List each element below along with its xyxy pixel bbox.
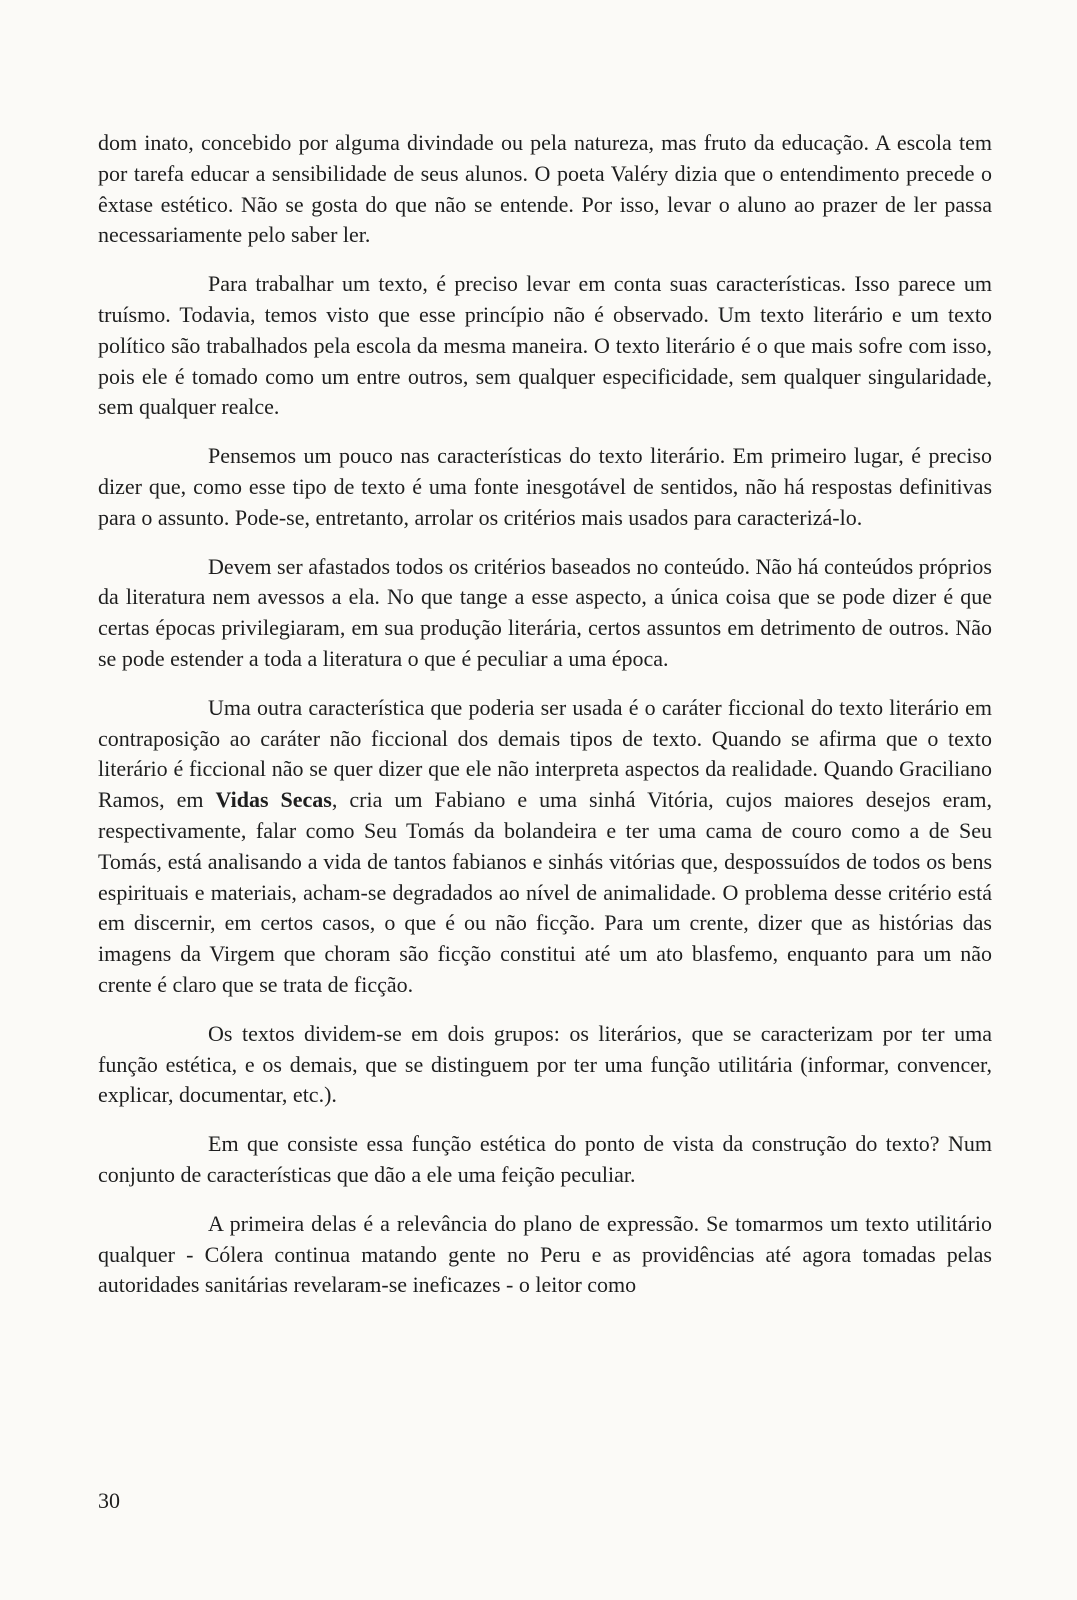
- paragraph-8: A primeira delas é a relevância do plano de expressão. Se tomarmos um texto utilitário qualquer - Cólera continua matando gente no Peru e as providências até agora tomadas pelas autoridades sanitárias revelaram-se ineficazes - o leitor como: [98, 1210, 992, 1298]
- paragraph-7: Em que consiste essa função estética do ponto de vista da construção do texto? Num conjunto de características que dão a ele uma feição peculiar.: [98, 1131, 992, 1187]
- paragraph-2: Para trabalhar um texto, é preciso levar em conta suas características. Isso parece um truísmo. Todavia, temos visto que esse princípio não é observado. Um texto literário e um texto político são trabalhados pela escola da mesma maneira. O texto literário é o que mais sofre com isso, pois ele é tomado como um entre outros, sem qualquer especificidade, sem qualquer singularidade, sem qualquer realce.: [98, 271, 992, 420]
- paragraph-1: dom inato, concebido por alguma divindade ou pela natureza, mas fruto da educação. A escola tem por tarefa educar a sensibilidade de seus alunos. O poeta Valéry dizia que o entendimento precede o êxtase estético. Não se gosta do que não se entende. Por isso, levar o aluno ao prazer de ler passa necessariamente pelo saber ler.: [98, 130, 992, 248]
- paragraph-6: Os textos dividem-se em dois grupos: os literários, que se caracterizam por ter uma função estética, e os demais, que se distinguem por ter uma função utilitária (informar, convencer, explicar, documentar, etc.).: [98, 1020, 992, 1108]
- paragraph-3: Pensemos um pouco nas características do texto literário. Em primeiro lugar, é preciso dizer que, como esse tipo de texto é uma fonte inesgotável de sentidos, não há respostas definitivas para o assunto. Pode-se, entretanto, arrolar os critérios mais usados para caracterizá-lo.: [98, 443, 992, 530]
- book-title: Vidas Secas: [215, 787, 332, 813]
- body-text: [98, 128, 992, 1319]
- page-number: 30: [98, 1488, 120, 1513]
- paragraph-4: Devem ser afastados todos os critérios baseados no conteúdo. Não há conteúdos próprios da literatura nem avessos a ela. No que tange a esse aspecto, a única coisa que se pode dizer é que certas épocas privilegiaram, em sua produção literária, certos assuntos em detrimento de outros. Não se pode estender a toda a literatura o que é peculiar a uma época.: [98, 553, 992, 671]
- paragraph-5: Uma outra característica que poderia ser usada é o caráter ficcional do texto literário em contraposição ao caráter não ficcional dos demais tipos de texto. Quando se afirma que o texto literário é ficcional não se quer dizer que ele não interpreta aspectos da realidade. Quando Graciliano Ramos, em Vidas Secas, cria um Fabiano e uma sinhá Vitória, cujos maiores desejos eram, respectivamente, falar como Seu Tomás da bolandeira e ter uma cama de couro como a de Seu Tomás, está analisando a vida de tantos fabianos e sinhás vitórias que, despossuídos de todos os bens espirituais e materiais, acham-se degradados ao nível de animalidade. O problema desse critério está em discernir, em certos casos, o que é ou não ficção. Para um crente, dizer que as histórias das imagens da Virgem que choram são ficção constitui até um ato blasfemo, enquanto para um não crente é claro que se trata de ficção.: [98, 694, 992, 997]
